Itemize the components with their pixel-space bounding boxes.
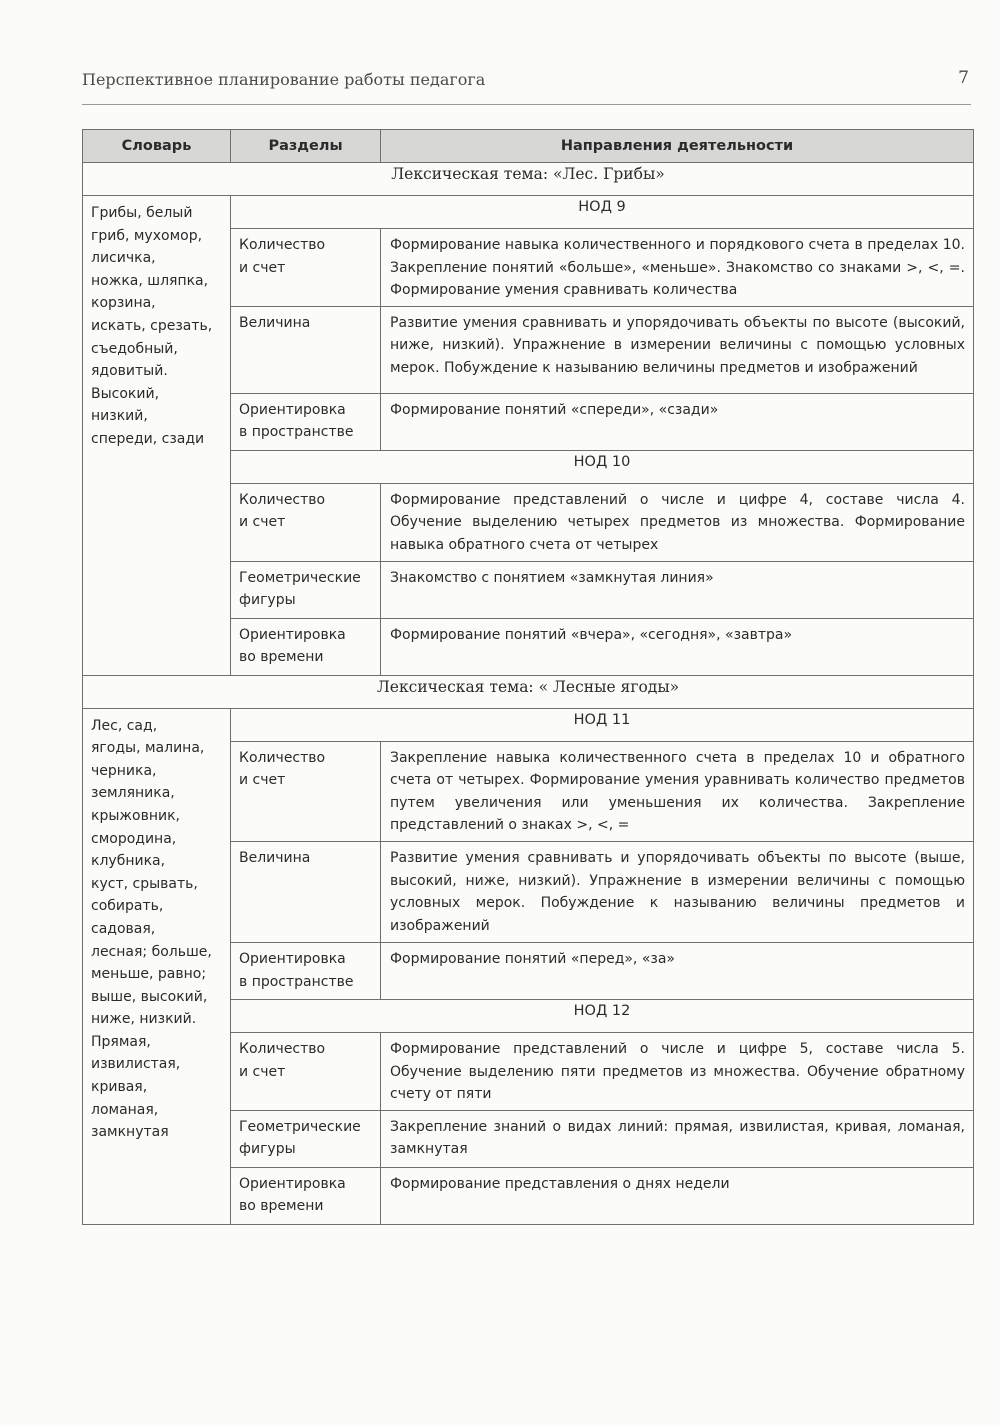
vocabulary-line: крыжовник, (91, 807, 180, 824)
lexical-theme-title: Лексическая тема: «Лес. Грибы» (83, 163, 974, 196)
vocabulary-line: лесная; больше, (91, 943, 212, 960)
vocabulary-cell (83, 196, 231, 676)
vocabulary-line: низкий, (91, 408, 148, 425)
section-name-line: фигуры (239, 592, 296, 609)
section-cell (231, 1032, 381, 1110)
activity-description: Формирование понятий «спереди», «сзади» (381, 393, 974, 450)
section-cell (231, 618, 381, 675)
vocabulary-line: выше, высокий, (91, 988, 208, 1005)
vocabulary-line: ломаная, (91, 1101, 159, 1118)
vocabulary-line: лисичка, (91, 250, 156, 267)
section-name-line: и счет (239, 1063, 286, 1080)
running-header-title: Перспективное планирование работы педагога (82, 70, 486, 89)
section-name-line: Величина (239, 849, 311, 866)
section-name-line: Ориентировка (239, 626, 346, 643)
vocabulary-line: замкнутая (91, 1124, 169, 1141)
section-name-line: Геометрические (239, 569, 361, 586)
section-name-line: во времени (239, 1198, 324, 1215)
vocabulary-line: черника, (91, 762, 157, 779)
vocabulary-line: спереди, сзади (91, 430, 205, 447)
vocabulary-line: собирать, (91, 898, 164, 915)
section-name-line: Ориентировка (239, 950, 346, 967)
activity-description: Закрепление знаний о видах линий: прямая, извилистая, кривая, ломаная, замкнутая (381, 1110, 974, 1167)
activity-description: Формирование представления о днях недели (381, 1167, 974, 1224)
section-name-line: и счет (239, 514, 286, 531)
vocabulary-line: кривая, (91, 1079, 148, 1096)
section-name-line: Ориентировка (239, 401, 346, 418)
activity-description: Формирование навыка количественного и порядкового счета в пределах 10. Закрепление понятий «больше», «меньше». Знакомство со знаками >, <, =. Формирование умения сравнивать количества (381, 229, 974, 307)
vocabulary-line: ножка, шляпка, (91, 272, 209, 289)
column-header-vocabulary: Словарь (83, 130, 231, 163)
section-cell (231, 561, 381, 618)
activity-description: Формирование представлений о числе и цифре 5, составе числа 5. Обучение выделению пяти предметов из множества. Обучение обратному счету от пяти (381, 1032, 974, 1110)
section-name-line: фигуры (239, 1141, 296, 1158)
vocabulary-line: смородина, (91, 830, 177, 847)
vocabulary-line: Лес, сад, (91, 717, 158, 734)
nod-title: НОД 12 (231, 999, 974, 1032)
column-header-sections: Разделы (231, 130, 381, 163)
nod-row (83, 708, 974, 741)
section-name-line: в пространстве (239, 973, 354, 990)
vocabulary-line: ягоды, малина, (91, 740, 205, 757)
lexical-theme-title: Лексическая тема: « Лесные ягоды» (83, 675, 974, 708)
activity-description: Формирование представлений о числе и цифре 4, составе числа 4. Обучение выделению четырех предметов из множества. Формирование навыка обратного счета от четырех (381, 483, 974, 561)
activity-description: Формирование понятий «перед», «за» (381, 942, 974, 999)
vocabulary-line: Грибы, белый (91, 205, 193, 221)
table-header-row (83, 130, 974, 163)
vocabulary-line: извилистая, (91, 1056, 181, 1073)
vocabulary-line: съедобный, (91, 340, 178, 357)
section-name-line: в пространстве (239, 424, 354, 441)
activity-description: Формирование понятий «вчера», «сегодня», «завтра» (381, 618, 974, 675)
vocabulary-line: искать, срезать, (91, 317, 213, 334)
vocabulary-line: земляника, (91, 785, 175, 802)
nod-row (83, 196, 974, 229)
vocabulary-line: садовая, (91, 920, 156, 937)
section-cell (231, 393, 381, 450)
section-cell (231, 306, 381, 393)
nod-title: НОД 10 (231, 450, 974, 483)
vocabulary-line: ядовитый. (91, 363, 168, 380)
section-cell (231, 229, 381, 307)
section-name-line: Количество (239, 237, 326, 253)
theme-row (83, 675, 974, 708)
vocabulary-line: Высокий, (91, 385, 160, 402)
vocabulary-cell (83, 708, 231, 1224)
section-cell (231, 483, 381, 561)
section-cell (231, 1110, 381, 1167)
vocabulary-line: корзина, (91, 295, 156, 312)
vocabulary-line: ниже, низкий. (91, 1011, 197, 1028)
vocabulary-line: гриб, мухомор, (91, 227, 203, 244)
planning-table (82, 129, 974, 1225)
section-cell (231, 741, 381, 841)
section-name-line: Количество (239, 749, 326, 766)
page-number: 7 (958, 68, 969, 88)
section-cell (231, 841, 381, 942)
vocabulary-line: меньше, равно; (91, 966, 207, 983)
theme-row (83, 163, 974, 196)
section-name-line: Количество (239, 491, 326, 508)
page-header (82, 66, 971, 105)
nod-title: НОД 9 (231, 196, 974, 229)
section-cell (231, 1167, 381, 1224)
section-name-line: Количество (239, 1040, 326, 1057)
section-name-line: Величина (239, 314, 311, 331)
section-name-line: во времени (239, 649, 324, 666)
vocabulary-line: куст, срывать, (91, 875, 198, 892)
activity-description: Знакомство с понятием «замкнутая линия» (381, 561, 974, 618)
activity-description: Закрепление навыка количественного счета в пределах 10 и обратного счета от четырех. Формирование умения уравнивать количество предметов путем увеличения или уменьшения их количества. Закрепление представлений о знаках >, <, = (381, 741, 974, 841)
section-name-line: Геометрические (239, 1118, 361, 1135)
vocabulary-line: Прямая, (91, 1033, 151, 1050)
section-name-line: и счет (239, 259, 286, 276)
section-cell (231, 942, 381, 999)
activity-description: Развитие умения сравнивать и упорядочивать объекты по высоте (выше, высокий, ниже, низкий). Упражнение в измерении величины с помощью условных мерок. Побуждение к называнию величины предметов и изображений (381, 841, 974, 942)
vocabulary-line: клубника, (91, 853, 166, 870)
section-name-line: и счет (239, 772, 286, 789)
section-name-line: Ориентировка (239, 1175, 346, 1192)
column-header-activities: Направления деятельности (381, 130, 974, 163)
nod-title: НОД 11 (231, 708, 974, 741)
activity-description: Развитие умения сравнивать и упорядочивать объекты по высоте (высокий, ниже, низкий). Упражнение в измерении величины с помощью условных мерок. Побуждение к называнию величины предметов и изображений (381, 306, 974, 393)
